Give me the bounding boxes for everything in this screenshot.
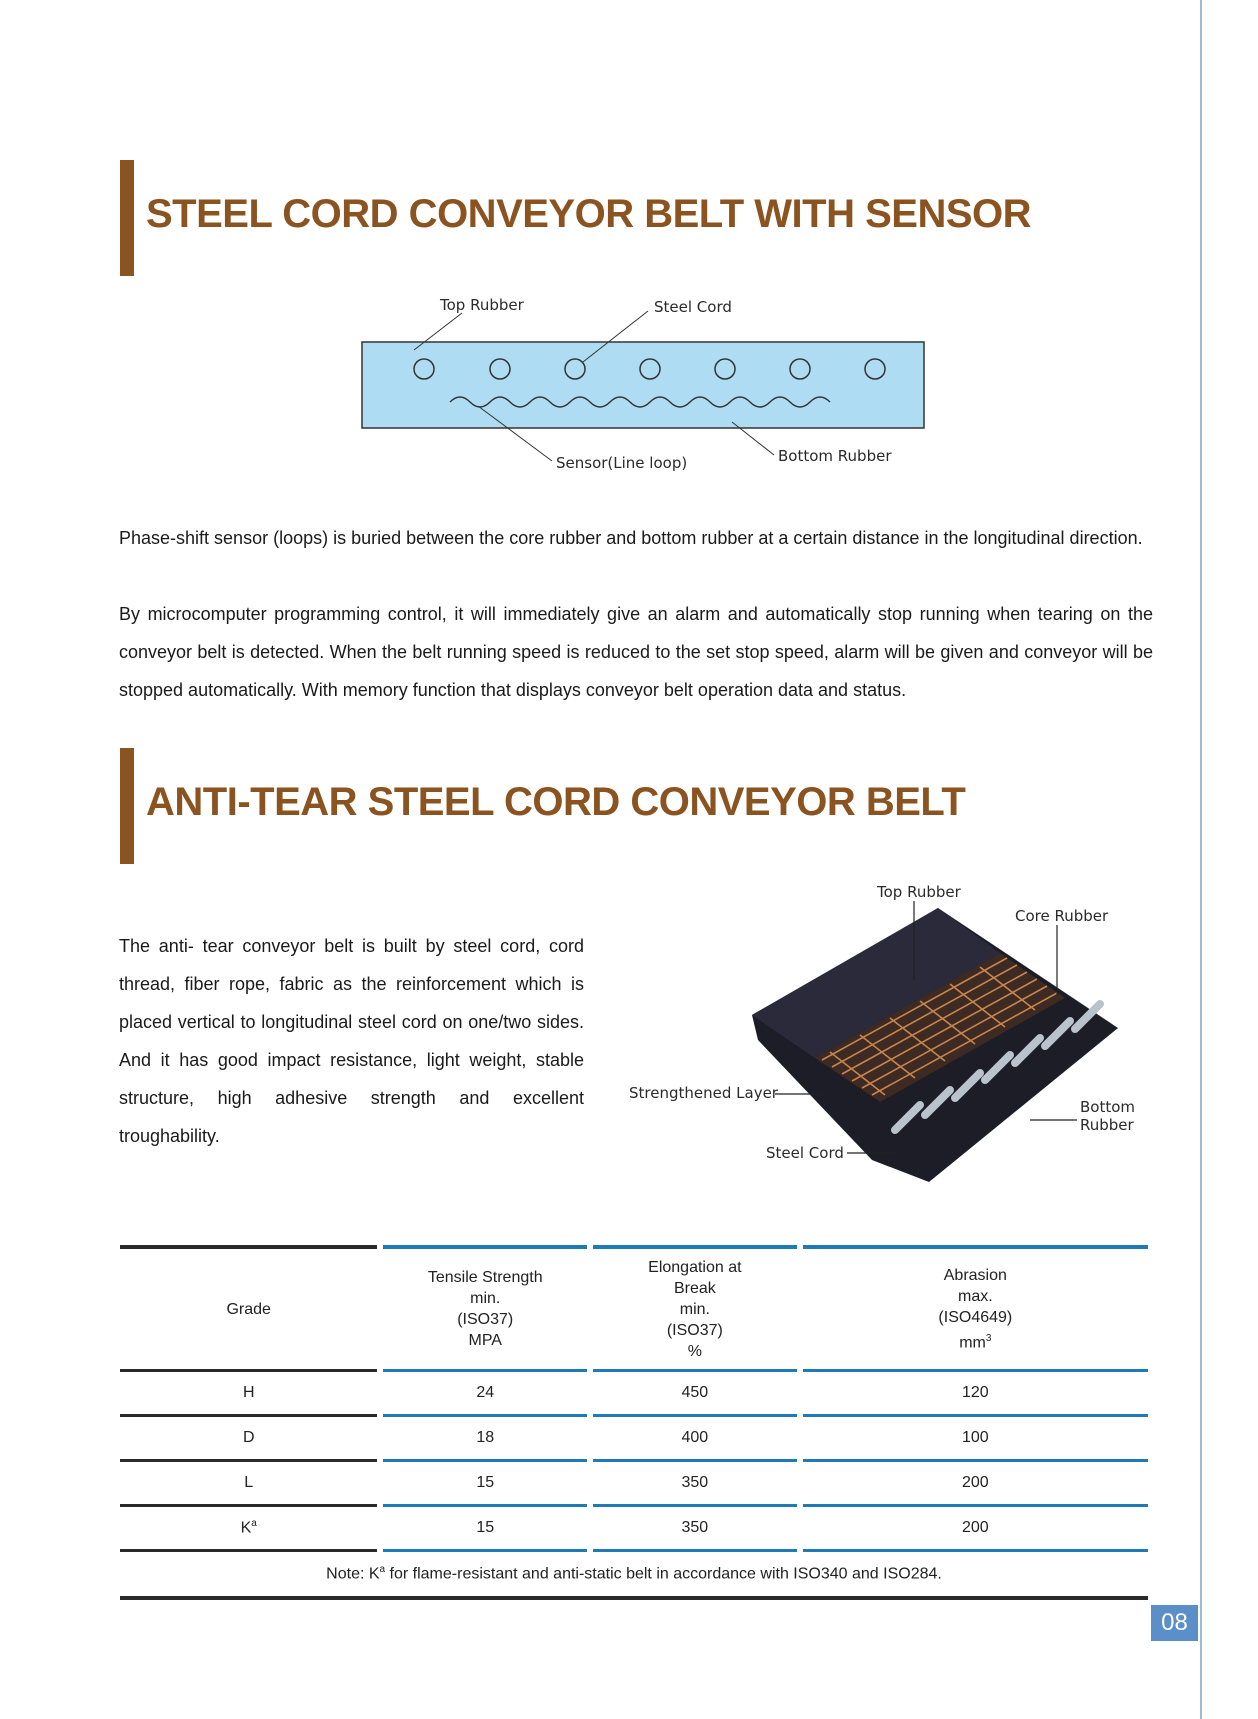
header-grade: Grade [120, 1245, 377, 1372]
cell-abrasion: 200 [803, 1507, 1148, 1552]
header-elongation: Elongation at Break min. (ISO37) % [593, 1245, 797, 1372]
cell-elongation: 350 [593, 1462, 797, 1507]
cell-elongation: 400 [593, 1417, 797, 1462]
label-core-rubber: Core Rubber [1015, 907, 1109, 925]
label-bottom-rubber: Bottom Rubber [1080, 1098, 1136, 1134]
section-title-anti-tear: ANTI-TEAR STEEL CORD CONVEYOR BELT [146, 780, 966, 824]
header-abrasion: Abrasion max. (ISO4649) $mm^3$ [803, 1245, 1148, 1372]
section-title-sensor-belt: STEEL CORD CONVEYOR BELT WITH SENSOR [146, 192, 1032, 236]
label-top-rubber: Top Rubber [440, 296, 524, 314]
cell-grade: L [120, 1462, 377, 1507]
cell-grade: H [120, 1372, 377, 1417]
table-row [120, 1417, 1148, 1462]
cell-abrasion: 100 [803, 1417, 1148, 1462]
cell-grade: D [120, 1417, 377, 1462]
paragraph-anti-tear: The anti- tear conveyor belt is built by steel cord, cord thread, fiber rope, fabric as the reinforcement which is placed vertical to longitudinal steel cord on one/two sides. And it has good impact resistance, light weight, stable structure, high adhesive strength and excellent troughability. [119, 936, 584, 1146]
label-top-rubber: Top Rubber [877, 883, 961, 901]
cell-tensile: 15 [383, 1462, 587, 1507]
cell-tensile: 15 [383, 1507, 587, 1552]
label-steel-cord: Steel Cord [654, 298, 732, 316]
paragraph-sensor-1: Phase-shift sensor (loops) is buried between the core rubber and bottom rubber at a certain distance in the longitudinal direction. [119, 528, 1143, 548]
cell-grade: $K^a$ [120, 1507, 377, 1552]
page-number-badge: 08 [1151, 1605, 1198, 1641]
label-bottom-rubber: Bottom Rubber [778, 447, 892, 465]
paragraph-sensor-2: By microcomputer programming control, it will immediately give an alarm and automatically stop running when tearing on the conveyor belt is detected. When the belt running speed is reduced to the set stop speed, alarm will be given and conveyor will be stopped automatically. With memory function that displays conveyor belt operation data and status. [119, 604, 1153, 700]
cell-abrasion: 200 [803, 1462, 1148, 1507]
cell-tensile: 24 [383, 1372, 587, 1417]
table-note-row [120, 1552, 1148, 1600]
cell-elongation: 350 [593, 1507, 797, 1552]
cell-elongation: 450 [593, 1372, 797, 1417]
header-tensile-strength: Tensile Strength min. (ISO37) MPA [383, 1245, 587, 1372]
table-note: Note: $K^a$ for flame-resistant and anti-static belt in accordance with ISO340 and ISO284. [120, 1552, 1148, 1600]
table-header-row [120, 1245, 1148, 1372]
cell-abrasion: 120 [803, 1372, 1148, 1417]
table-row [120, 1372, 1148, 1417]
table-row [120, 1462, 1148, 1507]
table-row [120, 1507, 1148, 1552]
cell-tensile: 18 [383, 1417, 587, 1462]
properties-table [120, 1245, 1148, 1600]
label-strengthened-layer: Strengthened Layer [629, 1084, 778, 1102]
label-steel-cord: Steel Cord [766, 1144, 844, 1162]
label-sensor-line-loop: Sensor(Line loop) [556, 454, 688, 472]
